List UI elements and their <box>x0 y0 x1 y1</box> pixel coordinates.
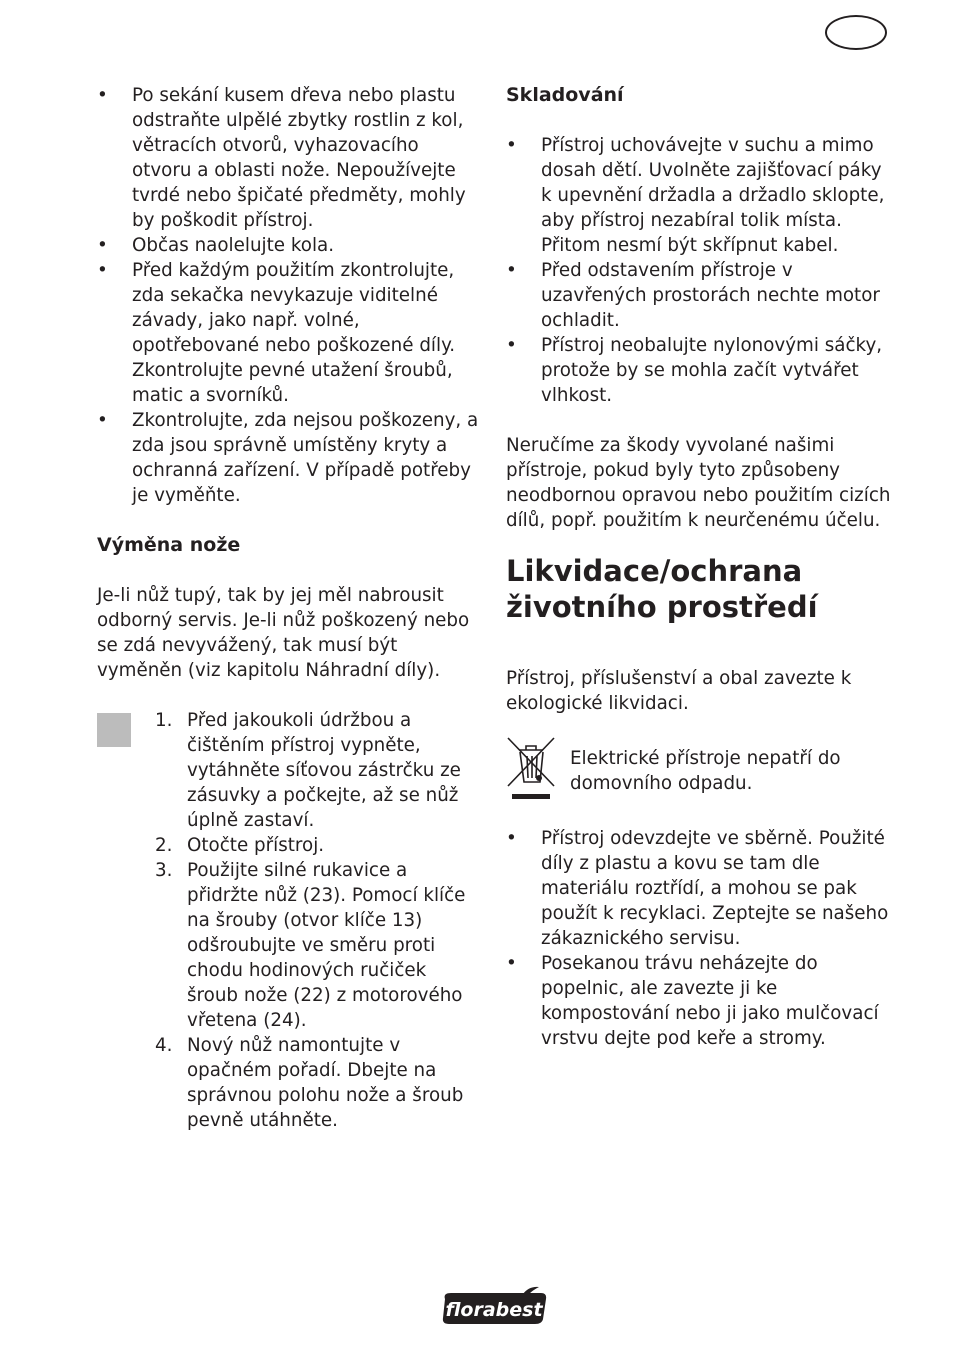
list-item: • Přístroj uchovávejte v suchu a mimo dosah dětí. Uvolněte zajišťovací páky k upevnění držadla a držadlo sklopte, aby přístroj nezabíral tolik místa. Přitom nesmí být skřípnut kabel. <box>506 133 894 258</box>
blade-intro-paragraph: Je-li nůž tupý, tak by jej měl nabrousit odborný servis. Je-li nůž poškozený nebo se zdá nevyvážený, tak musí být vyměněn (viz kapitolu Náhradní díly). <box>97 585 470 681</box>
florabest-logo <box>439 1285 549 1327</box>
list-item: • Zkontrolujte, zda nejsou poškozeny, a zda jsou správně umístěny kryty a ochranná zařízení. V případě potřeby je vyměňte. <box>97 408 482 508</box>
note-icon <box>97 713 131 747</box>
list-item: • Přístroj neobalujte nylonovými sáčky, protože by se mohla začít vytvářet vlhkost. <box>506 333 894 408</box>
step-number: 1. <box>155 710 173 731</box>
disposal-heading-line2: životního prostředí <box>506 590 818 624</box>
list-item: • Před každým použitím zkontrolujte, zda sekačka nevykazuje viditelné závady, jako např. volné, opotřebované nebo poškozené díly. Zkontrolujte pevné utažení šroubů, matic a svorníků. <box>97 258 482 408</box>
list-item <box>155 1033 482 1133</box>
disposal-bullet-list <box>506 826 894 1051</box>
list-item: • Přístroj odevzdejte ve sběrně. Použité díly z plastu a kovu se tam dle materiálu roztřídí, a mohou se pak použít k recyklaci. Zeptejte se našeho zákaznického servisu. <box>506 826 894 951</box>
liability-paragraph: Neručíme za škody vyvolané našimi přístroje, pokud byly tyto způsobeny neodbornou opravou nebo použitím cizích dílů, popř. použitím k neurčenému účelu. <box>506 435 891 531</box>
weee-text: Elektrické přístroje nepatří do domovního odpadu. <box>570 748 841 794</box>
crossed-bin-icon <box>506 736 556 802</box>
storage-bullet-list <box>506 133 894 408</box>
blade-steps-block <box>97 708 482 1133</box>
step-text: Otočte přístroj. <box>187 835 325 856</box>
blade-steps-list <box>155 708 482 1133</box>
left-column <box>97 83 482 1133</box>
weee-notice <box>506 736 894 806</box>
step-number: 3. <box>155 860 173 881</box>
list-item <box>155 858 482 1033</box>
list-item <box>155 708 482 833</box>
step-text: Nový nůž namontujte v opačném pořadí. Dbejte na správnou polohu nože a šroub pevně utáhněte. <box>187 1035 464 1131</box>
disposal-heading-line1: Likvidace/ochrana <box>506 554 803 588</box>
language-badge <box>825 15 887 50</box>
list-item: • Posekanou trávu neházejte do popelnic, ale zavezte ji ke kompostování nebo ji jako mulčovací vrstvu dejte pod keře a stromy. <box>506 951 894 1051</box>
list-item <box>155 833 482 858</box>
list-item: • Po sekání kusem dřeva nebo plastu odstraňte ulpělé zbytky rostlin z kol, větracích otvorů, vyhazovacího otvoru a oblasti nože. Nepoužívejte tvrdé nebo špičaté předměty, mohly by poškodit přístroj. <box>97 83 482 233</box>
step-number: 4. <box>155 1035 173 1056</box>
step-number: 2. <box>155 835 173 856</box>
disposal-intro-paragraph: Přístroj, příslušenství a obal zavezte k ekologické likvidaci. <box>506 668 852 714</box>
storage-heading: Skladování <box>506 84 624 106</box>
logo-text: florabest <box>445 1299 543 1321</box>
step-text: Použijte silné rukavice a přidržte nůž (23). Pomocí klíče na šrouby (otvor klíče 13) odšroubujte ve směru proti chodu hodinových ručiček šroub nože (22) z motorového vřetena (24). <box>187 860 466 1031</box>
right-column <box>506 83 894 1051</box>
maintenance-bullet-list <box>97 83 482 508</box>
list-item: • Občas naolelujte kola. <box>97 233 482 258</box>
step-text: Před jakoukoli údržbou a čištěním přístroj vypněte, vytáhněte síťovou zástrčku ze zásuvky a počkejte, až se nůž úplně zastaví. <box>187 710 461 831</box>
blade-replacement-heading: Výměna nože <box>97 534 241 556</box>
list-item: • Před odstavením přístroje v uzavřených prostorách nechte motor ochladit. <box>506 258 894 333</box>
disposal-heading <box>506 553 894 625</box>
